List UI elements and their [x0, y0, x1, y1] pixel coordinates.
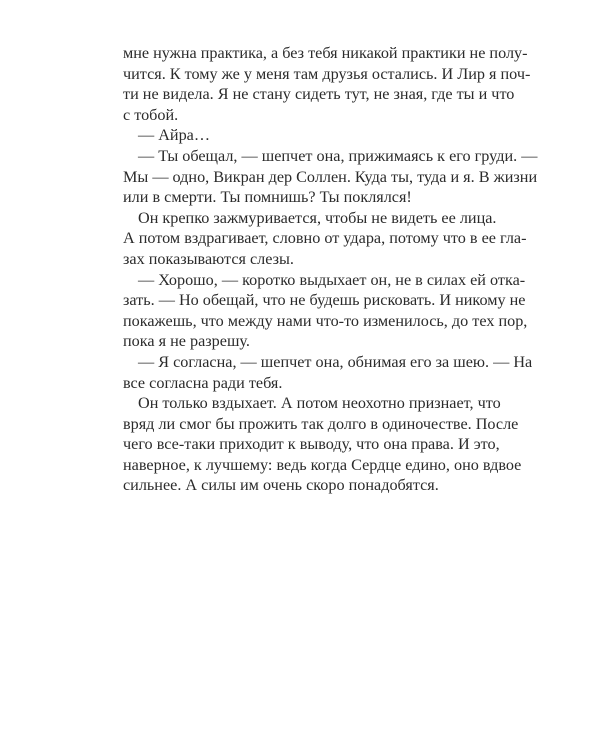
text-line: чится. К тому же у меня там друзья остались. И Лир я поч-: [123, 64, 531, 83]
paragraph-2: [123, 125, 483, 146]
text-line: А потом вздрагивает, словно от удара, потому что в ее гла-: [123, 229, 527, 248]
body-text: [123, 43, 538, 496]
paragraph-1: [123, 43, 531, 125]
text-line: вряд ли смог бы прожить так долго в одиночестве. После: [123, 414, 519, 433]
text-line: зах показываются слезы.: [123, 249, 294, 268]
paragraph-7: [123, 393, 522, 496]
text-line: — Ты обещал, — шепчет она, прижимаясь к его груди. —: [138, 146, 538, 165]
text-line: наверное, к лучшему: ведь когда Сердце едино, оно вдвое: [123, 455, 522, 474]
paragraph-6: [123, 352, 533, 393]
text-line: Мы — одно, Викран дер Соллен. Куда ты, туда и я. В жизни: [123, 167, 538, 186]
text-line: или в смерти. Ты помнишь? Ты поклялся!: [123, 188, 412, 207]
text-line: мне нужна практика, а без тебя никакой практики не полу-: [123, 44, 528, 62]
text-line: пока я не разрешу.: [123, 332, 250, 351]
text-line: с тобой.: [123, 105, 179, 124]
paragraph-3: [123, 146, 538, 208]
text-line: все согласна ради тебя.: [123, 373, 283, 392]
paragraph-5: [123, 270, 528, 352]
text-line: чего все-таки приходит к выводу, что она права. И это,: [123, 435, 500, 454]
text-line: сильнее. А силы им очень скоро понадобятся.: [123, 476, 439, 495]
text-line: покажешь, что между нами что-то изменилось, до тех пор,: [123, 311, 528, 330]
text-line: зать. — Но обещай, что не будешь рисковать. И никому не: [123, 291, 526, 310]
text-line: — Я согласна, — шепчет она, обнимая его за шею. — На: [138, 352, 533, 371]
text-line: — Айра…: [138, 126, 211, 145]
text-line: Он только вздыхает. А потом неохотно признает, что: [138, 394, 501, 413]
paragraph-4: [123, 208, 527, 270]
text-line: — Хорошо, — коротко выдыхает он, не в силах ей отка-: [138, 270, 526, 289]
text-line: Он крепко зажмуривается, чтобы не видеть ее лица.: [138, 208, 497, 227]
text-line: ти не видела. Я не стану сидеть тут, не зная, где ты и что: [123, 85, 515, 104]
